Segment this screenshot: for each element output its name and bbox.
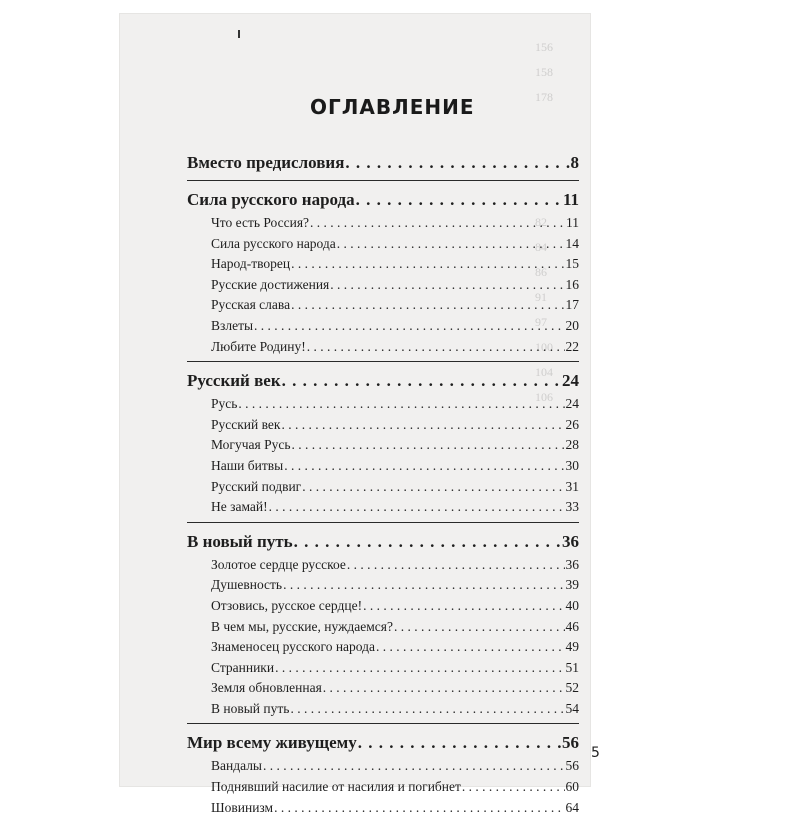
item-page: 51 <box>565 659 579 675</box>
toc-item[interactable] <box>211 275 579 296</box>
dot-leader <box>307 337 565 358</box>
item-page: 52 <box>565 680 579 696</box>
divider <box>187 522 579 523</box>
dot-leader <box>310 213 565 234</box>
table-of-contents <box>187 150 579 818</box>
toc-item[interactable] <box>211 617 579 638</box>
item-title: Знаменосец русского народа <box>211 639 376 655</box>
item-title: Сила русского народа <box>211 235 336 251</box>
item-title: В чем мы, русские, нуждаемся? <box>211 618 393 634</box>
item-title: Русские достижения <box>211 276 330 292</box>
toc-chapter[interactable] <box>187 368 579 394</box>
bleed-through-text: 156 158 178 82 84 86 91 97 100 104 106 <box>535 40 553 404</box>
dot-leader <box>238 394 564 415</box>
chapter-page: 8 <box>570 153 579 172</box>
divider <box>187 361 579 362</box>
dot-leader <box>358 730 561 756</box>
item-title: Русский подвиг <box>211 478 302 494</box>
toc-item[interactable] <box>211 756 579 777</box>
toc-item[interactable] <box>211 295 579 316</box>
item-page: 60 <box>565 779 579 795</box>
dot-leader <box>462 777 565 798</box>
dot-leader <box>263 756 564 777</box>
item-page: 20 <box>565 317 579 333</box>
item-title: Шовинизм <box>211 799 274 815</box>
item-title: Русская слава <box>211 297 291 313</box>
item-title: Любите Родину! <box>211 338 306 354</box>
toc-chapter[interactable] <box>187 187 579 213</box>
item-title: Отзовись, русское сердце! <box>211 597 363 613</box>
toc-item[interactable] <box>211 477 579 498</box>
item-page: 14 <box>565 235 579 251</box>
dot-leader <box>284 456 564 477</box>
dot-leader <box>376 637 564 658</box>
toc-item[interactable] <box>211 699 579 720</box>
item-page: 54 <box>565 700 579 716</box>
dot-leader <box>274 798 564 818</box>
item-title: Русь <box>211 396 238 412</box>
chapter-page: 56 <box>562 733 579 753</box>
dot-leader <box>269 497 565 518</box>
item-page: 22 <box>565 338 579 354</box>
item-title: Вандалы <box>211 758 263 774</box>
chapter-page: 11 <box>562 190 579 209</box>
item-page: 24 <box>565 396 579 412</box>
toc-chapter[interactable] <box>187 529 579 555</box>
dot-leader <box>281 415 564 436</box>
item-page: 33 <box>565 499 579 515</box>
dot-leader <box>291 254 564 275</box>
chapter-page: 24 <box>562 371 579 391</box>
dot-leader <box>290 699 564 720</box>
toc-item[interactable] <box>211 658 579 679</box>
item-page: 17 <box>565 297 579 313</box>
chapter-title: Вместо предисловия <box>187 153 345 172</box>
dot-leader <box>363 596 564 617</box>
toc-item[interactable] <box>211 777 579 798</box>
toc-item[interactable] <box>211 637 579 658</box>
item-page: 64 <box>565 799 579 815</box>
page-title: ОГЛАВЛЕНИЕ <box>310 95 475 119</box>
item-page: 26 <box>565 416 579 432</box>
dot-leader <box>291 435 564 456</box>
dot-leader <box>282 368 561 394</box>
item-title: Душевность <box>211 577 283 593</box>
dot-leader <box>345 150 569 176</box>
item-page: 36 <box>565 556 579 572</box>
dot-leader <box>254 316 564 337</box>
toc-item[interactable] <box>211 798 579 818</box>
dot-leader <box>356 187 562 213</box>
item-title: В новый путь <box>211 700 290 716</box>
item-page: 28 <box>565 437 579 453</box>
dot-leader <box>330 275 564 296</box>
chapter-title: Сила русского народа <box>187 190 355 209</box>
page-number: 5 <box>591 745 600 761</box>
chapter-title: В новый путь <box>187 531 293 551</box>
item-title: Не замай! <box>211 499 268 515</box>
item-title: Русский век <box>211 416 281 432</box>
toc-item[interactable] <box>211 394 579 415</box>
toc-chapter[interactable] <box>187 730 579 756</box>
divider <box>187 180 579 181</box>
divider <box>187 723 579 724</box>
toc-item[interactable] <box>211 678 579 699</box>
toc-chapter[interactable] <box>187 150 579 176</box>
item-title: Наши битвы <box>211 457 284 473</box>
item-title: Странники <box>211 659 275 675</box>
item-page: 11 <box>566 215 579 230</box>
toc-item[interactable] <box>211 555 579 576</box>
dot-leader <box>283 575 564 596</box>
dot-leader <box>347 555 565 576</box>
dot-leader <box>302 477 564 498</box>
item-page: 40 <box>565 597 579 613</box>
item-title: Могучая Русь <box>211 437 291 453</box>
dot-leader <box>394 617 565 638</box>
toc-item[interactable] <box>211 497 579 518</box>
item-title: Земля обновленная <box>211 680 322 696</box>
toc-item[interactable] <box>211 337 579 358</box>
item-title: Золотое сердце русское <box>211 556 346 572</box>
print-mark <box>238 30 240 38</box>
item-page: 31 <box>565 478 579 494</box>
toc-item[interactable] <box>211 254 579 275</box>
chapter-page: 36 <box>562 531 579 551</box>
item-page: 56 <box>565 758 579 774</box>
toc-item[interactable] <box>211 456 579 477</box>
chapter-title: Мир всему живущему <box>187 733 357 753</box>
item-title: Взлеты <box>211 317 254 333</box>
toc-item[interactable] <box>211 415 579 436</box>
item-page: 39 <box>565 577 579 593</box>
item-page: 46 <box>565 618 579 634</box>
toc-item[interactable] <box>211 234 579 255</box>
item-page: 49 <box>565 639 579 655</box>
item-title: Что есть Россия? <box>211 215 310 230</box>
item-title: Поднявший насилие от насилия и погибнет <box>211 779 461 795</box>
toc-item[interactable] <box>211 575 579 596</box>
toc-item[interactable] <box>211 213 579 234</box>
dot-leader <box>323 678 565 699</box>
dot-leader <box>337 234 565 255</box>
toc-item[interactable] <box>211 316 579 337</box>
item-title: Народ-творец <box>211 256 291 272</box>
toc-item[interactable] <box>211 435 579 456</box>
item-page: 16 <box>565 276 579 292</box>
dot-leader <box>294 529 561 555</box>
item-page: 30 <box>565 457 579 473</box>
dot-leader <box>275 658 564 679</box>
toc-item[interactable] <box>211 596 579 617</box>
dot-leader <box>291 295 564 316</box>
item-page: 15 <box>565 256 579 272</box>
chapter-title: Русский век <box>187 371 281 391</box>
